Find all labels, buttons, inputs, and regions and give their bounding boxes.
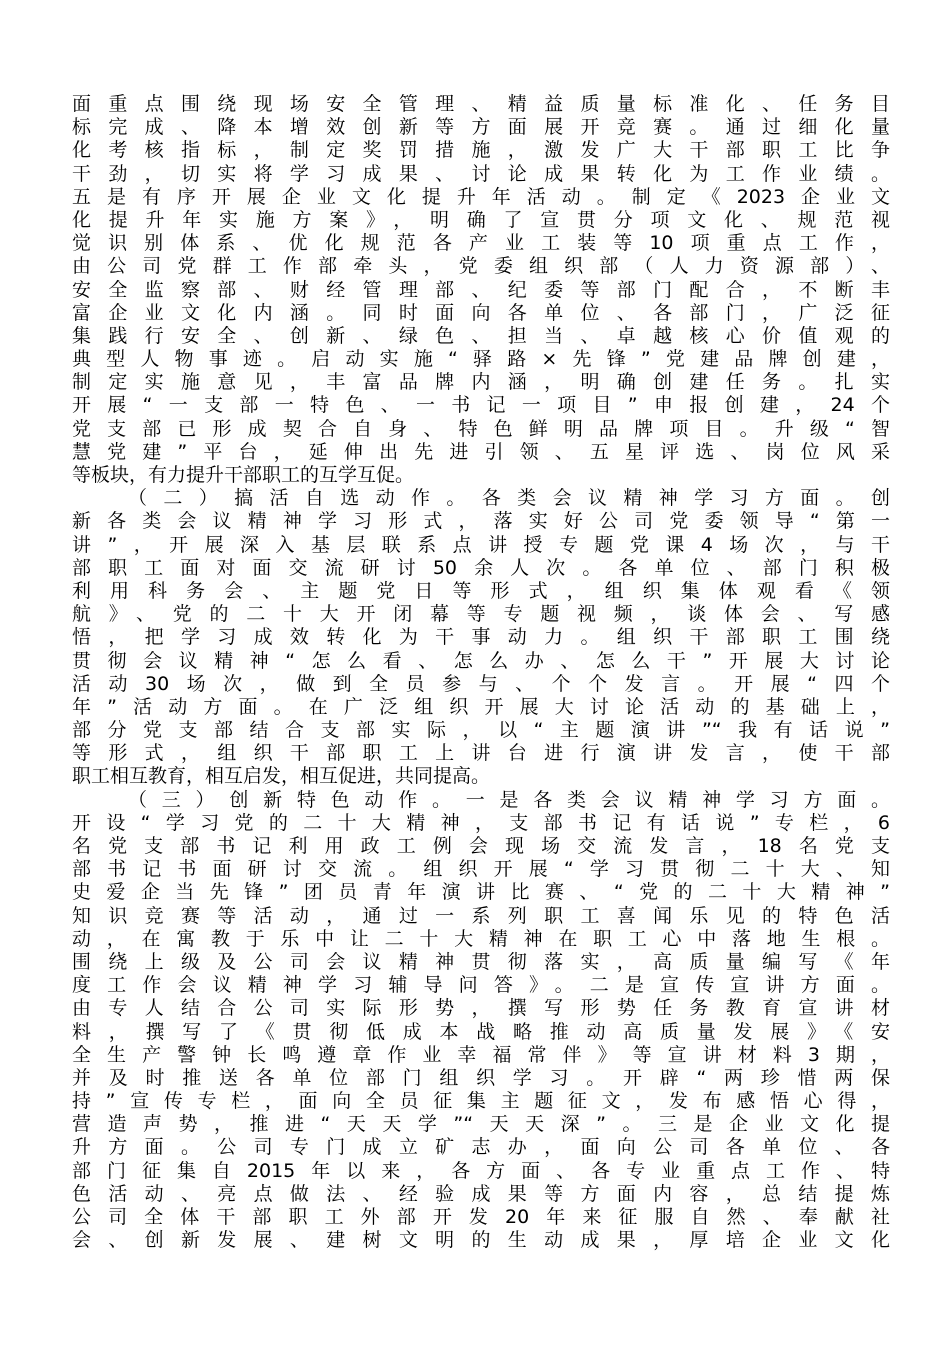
text-line: 新各类会议精神学习形式，落实好公司党委领导“第一 [72, 510, 890, 533]
text-line: 会、创新发展、建树文明的生动成果，厚培企业文化 [72, 1229, 890, 1252]
text-line: 开设“学习党的二十大精神，支部书记有话说”专栏，6 [72, 811, 890, 834]
text-line: 年”活动方面。在广泛组织开展大讨论活动的基础上， [72, 695, 890, 718]
text-line: 营造声势，推进“天天学”“天天深”。三是企业文化提 [72, 1113, 890, 1136]
text-line: 等板块，有力提升干部职工的互学互促。 [72, 464, 415, 486]
text-line: 利用科务会、主题党日等形式，组织集体观看《领 [72, 579, 890, 602]
text-line: 由专人结合公司实际形势，撰写形势任务教育宣讲材 [72, 997, 890, 1020]
text-line: 部职工面对面交流研讨50余人次。各单位、部门积极 [72, 556, 890, 579]
text-line: 色活动、亮点做法、经验成果等方面内容，总结提炼 [72, 1182, 890, 1205]
text-line: 度工作会议精神学习辅导问答》。二是宣传宣讲方面。 [72, 974, 890, 997]
text-line: 并及时推送各单位部门组织学习。开辟“两珍惜两保 [72, 1066, 890, 1089]
section-heading-line: （三）创新特色动作。一是各类会议精神学习方面。 [128, 788, 890, 811]
text-line: 知识竞赛等活动，通过一系列职工喜闻乐见的特色活 [72, 904, 890, 927]
text-line: 持”宣传专栏，面向全员征集主题征文，发布感悟心得， [72, 1090, 890, 1113]
text-line: 贯彻会议精神“怎么看、怎么办、怎么干”开展大讨论 [72, 649, 890, 672]
text-line: 开展“一支部一特色、一书记一项目”申报创建，24个 [72, 394, 890, 417]
text-line: 升方面。公司专门成立矿志办，面向公司各单位、各 [72, 1136, 890, 1159]
text-line: 慧党建”平台，延伸出先进引领、五星评选、岗位风采 [72, 440, 890, 463]
section-heading-line: （二）搞活自选动作。各类会议精神学习方面。创 [128, 487, 890, 510]
text-line: 觉识别体系、优化规范各产业工装等10项重点工作， [72, 232, 890, 255]
text-line: 五是有序开展企业文化提升年活动。制定《2023企业文 [72, 185, 890, 208]
text-line: 安全监察部、财经管理部、纪委等部门配合，不断丰 [72, 278, 890, 301]
text-line: 由公司党群工作部牵头，党委组织部（人力资源部）、 [72, 255, 890, 278]
text-line: 名党支部书记利用政工例会现场交流发言，18名党支 [72, 835, 890, 857]
text-line: 集践行安全、创新、绿色、担当、卓越核心价值观的 [72, 324, 890, 347]
text-line: 部分党支部结合支部实际，以“主题演讲”“我有话说” [72, 719, 890, 742]
text-line: 面重点围绕现场安全管理、精益质量标准化、任务目 [72, 93, 890, 115]
text-line: 等形式，组织干部职工上讲台进行演讲发言，使干部 [72, 742, 890, 765]
text-line: 围绕上级及公司会议精神贯彻落实，高质量编写《年 [72, 950, 890, 973]
text-line: 职工相互教育，相互启发，相互促进，共同提高。 [72, 765, 491, 788]
document-body [72, 93, 890, 1252]
text-line: 悟，把学习成效转化为干事动力。组织干部职工围绕 [72, 626, 890, 649]
text-line: 航》、党的二十大开闭幕等专题视频，谈体会、写感 [72, 603, 890, 626]
text-line: 史爱企当先锋”团员青年演讲比赛、“党的二十大精神” [72, 881, 890, 904]
text-line: 党支部已形成契合自身、特色鲜明品牌项目。升级“智 [72, 417, 890, 440]
text-line: 典型人物事迹。启动实施“驿路×先锋”党建品牌创建， [72, 348, 890, 371]
text-line: 讲”，开展深入基层联系点讲授专题党课4场次，与干 [72, 533, 890, 556]
text-line: 全生产警钟长鸣遵章作业幸福常伴》等宣讲材料3期， [72, 1043, 890, 1066]
text-line: 制定实施意见，丰富品牌内涵，明确创建任务。扎实 [72, 371, 890, 394]
text-line: 公司全体干部职工外部开发20年来征服自然、奉献社 [72, 1206, 890, 1228]
text-line: 部门征集自2015年以来，各方面、各专业重点工作、特 [72, 1159, 890, 1182]
text-line: 活动30场次，做到全员参与、个个发言。开展“四个 [72, 672, 890, 695]
text-line: 化提升年实施方案》，明确了宣贯分项文化、规范视 [72, 208, 890, 231]
text-line: 动，在寓教于乐中让二十大精神在职工心中落地生根。 [72, 927, 890, 950]
text-line: 标完成、降本增效创新等方面展开竞赛。通过细化量 [72, 116, 890, 139]
text-line: 富企业文化内涵。同时面向各单位、各部门，广泛征 [72, 301, 890, 324]
text-line: 化考核指标，制定奖罚措施，激发广大干部职工比争 [72, 139, 890, 162]
text-line: 干劲，切实将学习成果、讨论成果转化为工作业绩。 [72, 162, 890, 185]
text-line: 料，撰写了《贯彻低成本战略推动高质量发展》《安 [72, 1020, 890, 1043]
text-line: 部书记书面研讨交流。组织开展“学习贯彻二十大、知 [72, 858, 890, 881]
